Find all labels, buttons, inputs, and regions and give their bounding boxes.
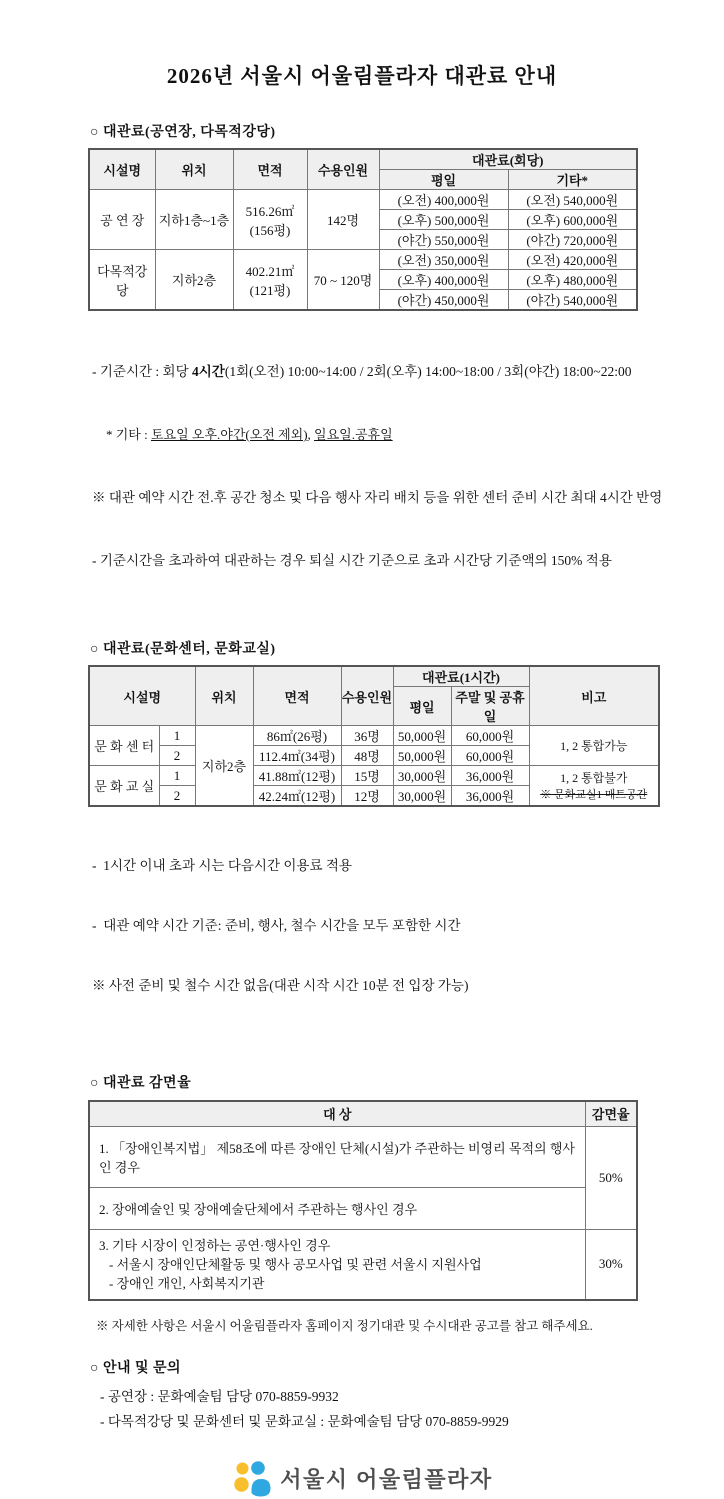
area-value: 402.21㎡	[245, 263, 295, 279]
remark-cell	[529, 766, 659, 807]
contact-line: - 다목적강당 및 문화센터 및 문화교실 : 문화예술팀 담당 070-8859-9929	[100, 1413, 509, 1429]
fee-etc: (오후) 600,000원	[508, 210, 637, 230]
facility-area	[233, 190, 307, 250]
fee-etc: (오전) 540,000원	[508, 190, 637, 210]
fee-weekday: 50,000원	[393, 746, 451, 766]
room-area: 41.88㎡(12평)	[253, 766, 341, 786]
seoul-eoullim-plaza-logo-icon	[231, 1459, 271, 1499]
section-heading-contact: ○ 안내 및 문의	[90, 1360, 182, 1376]
table-row	[89, 1126, 637, 1187]
fee-etc: (오후) 480,000원	[508, 270, 637, 290]
note-segment-underline: 토요일 오후.야간(오전 제외)	[150, 427, 308, 442]
fee-weekday: 30,000원	[393, 786, 451, 807]
fee-weekday: (오후) 400,000원	[379, 270, 508, 290]
facility-name: 공 연 장	[89, 190, 155, 250]
discount-target: 1. 「장애인복지법」 제58조에 따른 장애인 단체(시설)가 주관하는 비영리 목적의 행사인 경우	[89, 1126, 585, 1187]
room-number: 1	[159, 726, 195, 746]
note-segment: (1회(오전) 10:00~14:00 / 2회(오후) 14:00~18:00 / 3회(야간) 18:00~22:00	[224, 364, 632, 379]
col-header-capacity: 수용인원	[341, 666, 393, 726]
fee-weekday: (야간) 550,000원	[379, 230, 508, 250]
note-segment-underline: 일요일.공휴일	[314, 427, 393, 442]
discount-rate: 50%	[585, 1126, 637, 1229]
room-capacity: 12명	[341, 786, 393, 807]
discount-table	[88, 1100, 638, 1301]
culture-notes	[92, 816, 724, 1036]
note-line: ※ 사전 준비 및 철수 시간 없음(대관 시작 시간 10분 전 입장 가능)	[92, 978, 469, 993]
room-area: 112.4㎡(34평)	[253, 746, 341, 766]
col-header-target: 대 상	[89, 1101, 585, 1126]
note-line: - 1시간 이내 초과 시는 다음시간 이용료 적용	[92, 858, 352, 873]
contact-line: - 공연장 : 문화예술팀 담당 070-8859-9932	[100, 1388, 339, 1404]
room-capacity: 15명	[341, 766, 393, 786]
discount-target	[89, 1229, 585, 1300]
col-header-fee-group: 대관료(회당)	[379, 149, 637, 170]
table-row	[89, 766, 659, 786]
note-segment: * 기타 :	[106, 427, 151, 442]
note-line: ※ 대관 예약 시간 전.후 공간 청소 및 다음 행사 자리 배치 등을 위한 센터 준비 시간 최대 4시간 반영	[92, 490, 663, 505]
col-header-remark: 비고	[529, 666, 659, 726]
table-row	[89, 250, 637, 270]
col-header-area: 면적	[233, 149, 307, 190]
target-line: - 서울시 장애인단체활동 및 행사 공모사업 및 관련 서울시 지원사업	[109, 1256, 482, 1272]
note-segment-bold: 4시간	[192, 364, 225, 379]
remark-line: 1, 2 통합불가	[560, 771, 628, 785]
fee-weekday: (오전) 400,000원	[379, 190, 508, 210]
fee-weekend: 60,000원	[451, 746, 529, 766]
col-header-fee-group: 대관료(1시간)	[393, 666, 529, 687]
page-title: 2026년 서울시 어울림플라자 대관료 안내	[166, 64, 558, 88]
facility-location: 지하2층	[195, 726, 253, 807]
logo-text: 서울시 어울림플라자	[280, 1467, 493, 1492]
facility-name: 문 화 교 실	[89, 766, 159, 807]
facility-name: 문 화 센 터	[89, 726, 159, 766]
fee-weekday: (야간) 450,000원	[379, 290, 508, 311]
col-header-location: 위치	[195, 666, 253, 726]
footer-logo	[0, 1459, 724, 1499]
remark-line-strikethrough: ※ 문화교실1 매트공간	[540, 789, 648, 801]
fee-weekday: (오전) 350,000원	[379, 250, 508, 270]
table-row	[89, 1229, 637, 1300]
fee-weekend: 36,000원	[451, 786, 529, 807]
target-line: 3. 기타 시장이 인정하는 공연·행사인 경우	[99, 1237, 331, 1253]
room-number: 2	[159, 746, 195, 766]
col-header-facility: 시설명	[89, 666, 195, 726]
table-row	[89, 726, 659, 746]
detail-note: ※ 자세한 사항은 서울시 어울림플라자 홈페이지 정기대관 및 수시대관 공고를 참고 해주세요.	[96, 1318, 593, 1333]
room-area: 86㎡(26평)	[253, 726, 341, 746]
room-number: 2	[159, 786, 195, 807]
contact-info	[100, 1384, 724, 1434]
col-header-weekday: 평일	[379, 170, 508, 190]
col-header-weekday: 평일	[393, 687, 451, 726]
area-value: 516.26㎡	[245, 203, 295, 219]
area-pyeong: (156평)	[249, 222, 291, 238]
fee-weekend: 36,000원	[451, 766, 529, 786]
room-capacity: 48명	[341, 746, 393, 766]
fee-etc: (야간) 540,000원	[508, 290, 637, 311]
discount-rate: 30%	[585, 1229, 637, 1300]
fee-weekday: (오후) 500,000원	[379, 210, 508, 230]
facility-location: 지하2층	[155, 250, 233, 311]
col-header-capacity: 수용인원	[307, 149, 379, 190]
note-segment: ,	[307, 427, 315, 442]
col-header-area: 면적	[253, 666, 341, 726]
facility-area	[233, 250, 307, 311]
col-header-etc: 기타*	[508, 170, 637, 190]
fee-weekday: 30,000원	[393, 766, 451, 786]
performance-fee-table	[88, 148, 638, 311]
col-header-rate: 감면율	[585, 1101, 637, 1126]
note-line	[92, 361, 724, 382]
performance-notes	[92, 319, 724, 613]
fee-etc: (오전) 420,000원	[508, 250, 637, 270]
col-header-weekend: 주말 및 공휴일	[451, 687, 529, 726]
note-line	[106, 424, 724, 445]
section-heading-culture-fees: ○ 대관료(문화센터, 문화교실)	[90, 642, 276, 657]
note-line: - 대관 예약 시간 기준: 준비, 행사, 철수 시간을 모두 포함한 시간	[92, 918, 461, 933]
room-area: 42.24㎡(12평)	[253, 786, 341, 807]
note-segment: - 기준시간 : 회당	[92, 364, 192, 379]
room-number: 1	[159, 766, 195, 786]
col-header-facility: 시설명	[89, 149, 155, 190]
table-row	[89, 1187, 637, 1229]
culture-fee-table	[88, 665, 660, 807]
facility-capacity: 142명	[307, 190, 379, 250]
fee-weekend: 60,000원	[451, 726, 529, 746]
facility-location: 지하1층~1층	[155, 190, 233, 250]
area-pyeong: (121평)	[249, 282, 291, 298]
facility-capacity: 70 ~ 120명	[307, 250, 379, 311]
col-header-location: 위치	[155, 149, 233, 190]
remark-cell: 1, 2 통합가능	[529, 726, 659, 766]
section-heading-performance-fees: ○ 대관료(공연장, 다목적강당)	[90, 125, 276, 140]
fee-weekday: 50,000원	[393, 726, 451, 746]
fee-etc: (야간) 720,000원	[508, 230, 637, 250]
target-line: - 장애인 개인, 사회복지기관	[109, 1275, 265, 1291]
facility-name: 다목적강당	[89, 250, 155, 311]
section-heading-discount: ○ 대관료 감면율	[90, 1076, 192, 1091]
table-row	[89, 190, 637, 210]
discount-target: 2. 장애예술인 및 장애예술단체에서 주관하는 행사인 경우	[89, 1187, 585, 1229]
room-capacity: 36명	[341, 726, 393, 746]
note-line: - 기준시간을 초과하여 대관하는 경우 퇴실 시간 기준으로 초과 시간당 기준액의 150% 적용	[92, 553, 612, 568]
